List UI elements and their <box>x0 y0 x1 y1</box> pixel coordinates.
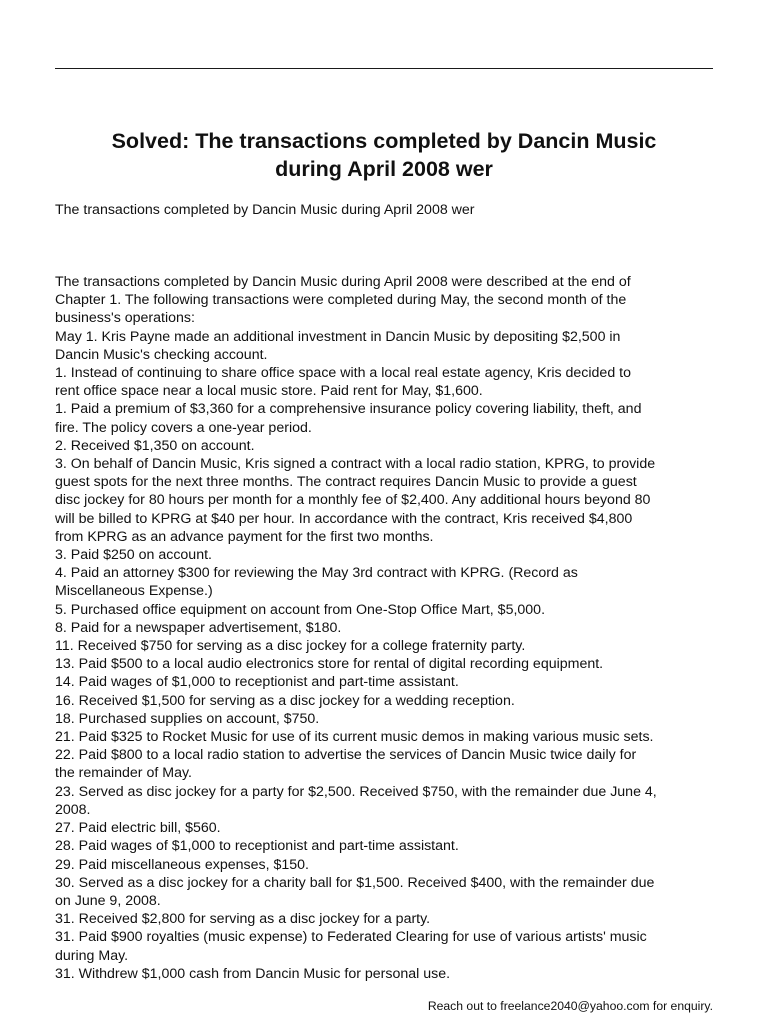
body-line: 2008. <box>55 801 91 818</box>
body-line: 31. Withdrew $1,000 cash from Dancin Music for personal use. <box>55 965 451 982</box>
body-line: during May. <box>55 947 129 964</box>
body-line: 27. Paid electric bill, $560. <box>55 820 221 837</box>
body-line: 29. Paid miscellaneous expenses, $150. <box>55 856 309 873</box>
body-line: disc jockey for 80 hours per month for a monthly fee of $2,400. Any additional hours beyond 80 <box>55 492 651 509</box>
body-line: 14. Paid wages of $1,000 to receptionist and part-time assistant. <box>55 674 459 691</box>
body-line: 22. Paid $800 to a local radio station to advertise the services of Dancin Music twice daily for <box>55 747 637 764</box>
body-line: from KPRG as an advance payment for the first two months. <box>55 528 434 545</box>
body-line: 5. Purchased office equipment on account from One-Stop Office Mart, $5,000. <box>55 601 546 618</box>
body-line: 28. Paid wages of $1,000 to receptionist and part-time assistant. <box>55 838 459 855</box>
body-line: 13. Paid $500 to a local audio electronics store for rental of digital recording equipment. <box>55 656 604 673</box>
body-line: 11. Received $750 for serving as a disc jockey for a college fraternity party. <box>55 638 526 655</box>
body-line: guest spots for the next three months. The contract requires Dancin Music to provide a guest <box>55 474 637 491</box>
body-line: 23. Served as disc jockey for a party for $2,500. Received $750, with the remainder due June 4, <box>55 783 657 800</box>
body-line: 2. Received $1,350 on account. <box>55 437 255 454</box>
top-divider <box>55 68 713 69</box>
body-line: rent office space near a local music store. Paid rent for May, $1,600. <box>55 383 483 400</box>
body-line: 3. On behalf of Dancin Music, Kris signed a contract with a local radio station, KPRG, to provide <box>55 456 656 473</box>
page-title <box>55 127 713 183</box>
body-line: 3. Paid $250 on account. <box>55 547 212 564</box>
body-line: Dancin Music's checking account. <box>55 346 268 363</box>
body-line: business's operations: <box>55 310 195 327</box>
body-line: the remainder of May. <box>55 765 192 782</box>
body-line: 8. Paid for a newspaper advertisement, $180. <box>55 619 342 636</box>
body-text <box>55 273 735 983</box>
title-line: Solved: The transactions completed by Dancin Music <box>111 129 657 153</box>
body-line: Chapter 1. The following transactions were completed during May, the second month of the <box>55 292 627 309</box>
body-line: 1. Instead of continuing to share office space with a local real estate agency, Kris decided to <box>55 365 631 382</box>
body-line: 31. Received $2,800 for serving as a disc jockey for a party. <box>55 911 431 928</box>
body-line: fire. The policy covers a one-year period. <box>55 419 312 436</box>
footer-contact: Reach out to freelance2040@yahoo.com for enquiry. <box>427 999 713 1013</box>
body-line: 21. Paid $325 to Rocket Music for use of its current music demos in making various music sets. <box>55 729 654 746</box>
body-line: will be billed to KPRG at $40 per hour. In accordance with the contract, Kris received $4,800 <box>55 510 633 527</box>
body-line: The transactions completed by Dancin Music during April 2008 were described at the end of <box>55 274 631 290</box>
body-line: 31. Paid $900 royalties (music expense) to Federated Clearing for use of various artists' music <box>55 929 647 946</box>
body-line: 30. Served as a disc jockey for a charity ball for $1,500. Received $400, with the remainder due <box>55 874 655 891</box>
body-line: 16. Received $1,500 for serving as a disc jockey for a wedding reception. <box>55 692 515 709</box>
body-line: May 1. Kris Payne made an additional investment in Dancin Music by depositing $2,500 in <box>55 328 621 345</box>
title-line: during April 2008 wer <box>275 157 493 181</box>
body-line: Miscellaneous Expense.) <box>55 583 213 600</box>
page-subtitle: The transactions completed by Dancin Music during April 2008 wer <box>55 202 475 218</box>
body-line: 1. Paid a premium of $3,360 for a comprehensive insurance policy covering liability, theft, and <box>55 401 642 418</box>
body-line: 18. Purchased supplies on account, $750. <box>55 710 320 727</box>
body-line: on June 9, 2008. <box>55 892 161 909</box>
body-line: 4. Paid an attorney $300 for reviewing the May 3rd contract with KPRG. (Record as <box>55 565 578 582</box>
